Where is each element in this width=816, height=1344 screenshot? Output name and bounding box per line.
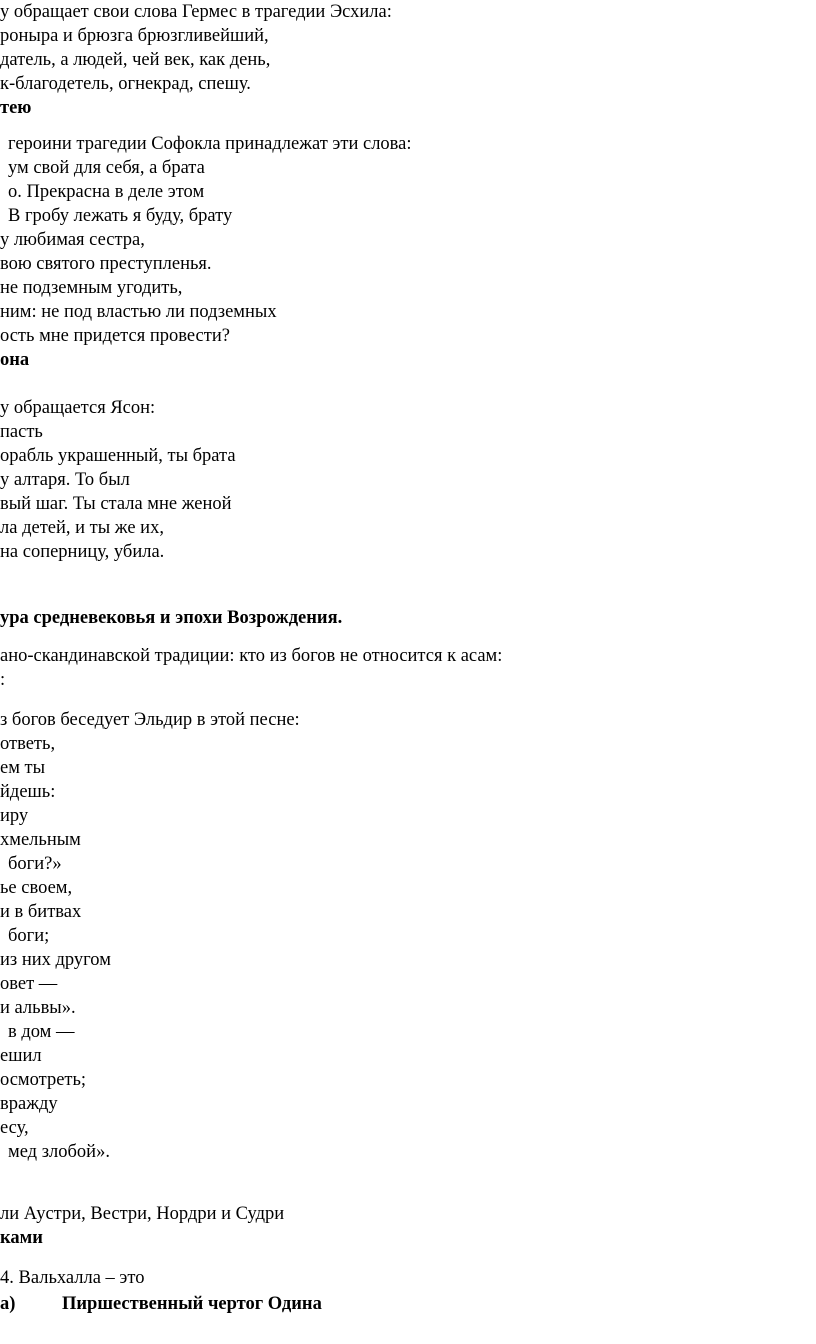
text-line: у обращает свои слова Гермес в трагедии Эсхила: — [0, 2, 392, 22]
poem-line: хмельным — [0, 830, 81, 850]
poem-line: в дом — — [8, 1022, 75, 1042]
text-line: у любимая сестра, — [0, 230, 145, 250]
text-line: не подземным угодить, — [0, 278, 183, 298]
answer-heading: тею — [0, 98, 32, 118]
poem-line: вражду — [0, 1094, 58, 1114]
poem-line: мед злобой». — [8, 1142, 110, 1162]
question-line: героини трагедии Софокла принадлежат эти слова: — [8, 134, 412, 154]
text-line: орабль украшенный, ты брата — [0, 446, 236, 466]
poem-line: и альвы». — [0, 998, 76, 1018]
text-line: о. Прекрасна в деле этом — [8, 182, 205, 202]
poem-line: йдешь: — [0, 782, 56, 802]
poem-line: овет — — [0, 974, 58, 994]
text-line: ость мне придется провести? — [0, 326, 230, 346]
option-text: Пиршественный чертог Одина — [62, 1294, 322, 1314]
text-line: у алтаря. То был — [0, 470, 130, 490]
option-letter: а) — [0, 1294, 16, 1314]
text-line: датель, а людей, чей век, как день, — [0, 50, 271, 70]
poem-line: боги; — [8, 926, 50, 946]
text-line: вою святого преступленья. — [0, 254, 212, 274]
poem-line: есу, — [0, 1118, 29, 1138]
question-line: з богов беседует Эльдир в этой песне: — [0, 710, 300, 730]
question-line: ли Аустри, Вестри, Нордри и Судри — [0, 1204, 285, 1224]
poem-line: ответь, — [0, 734, 56, 754]
text-line: ум свой для себя, а брата — [8, 158, 205, 178]
text-line: ла детей, и ты же их, — [0, 518, 164, 538]
text-line: на соперницу, убила. — [0, 542, 165, 562]
text-line: вый шаг. Ты стала мне женой — [0, 494, 232, 514]
text-line: пасть — [0, 422, 43, 442]
text-line: роныра и брюзга брюзгливейший, — [0, 26, 269, 46]
poem-line: боги?» — [8, 854, 62, 874]
text-line: В гробу лежать я буду, брату — [8, 206, 233, 226]
section-heading: ура средневековья и эпохи Возрождения. — [0, 608, 343, 628]
text-line: : — [0, 670, 6, 690]
poem-line: ье своем, — [0, 878, 73, 898]
poem-line: иру — [0, 806, 29, 826]
question-line: у обращается Ясон: — [0, 398, 156, 418]
poem-line: ешил — [0, 1046, 42, 1066]
question-line: ано-скандинавской традиции: кто из богов не относится к асам: — [0, 646, 503, 666]
text-line: к-благодетель, огнекрад, спешу. — [0, 74, 251, 94]
poem-line: и в битвах — [0, 902, 82, 922]
poem-line: осмотреть; — [0, 1070, 87, 1090]
answer-heading: ками — [0, 1228, 43, 1248]
answer-heading: она — [0, 350, 30, 370]
poem-line: ем ты — [0, 758, 46, 778]
poem-line: из них другом — [0, 950, 111, 970]
question-line: 4. Вальхалла – это — [0, 1268, 145, 1288]
text-line: ним: не под властью ли подземных — [0, 302, 277, 322]
